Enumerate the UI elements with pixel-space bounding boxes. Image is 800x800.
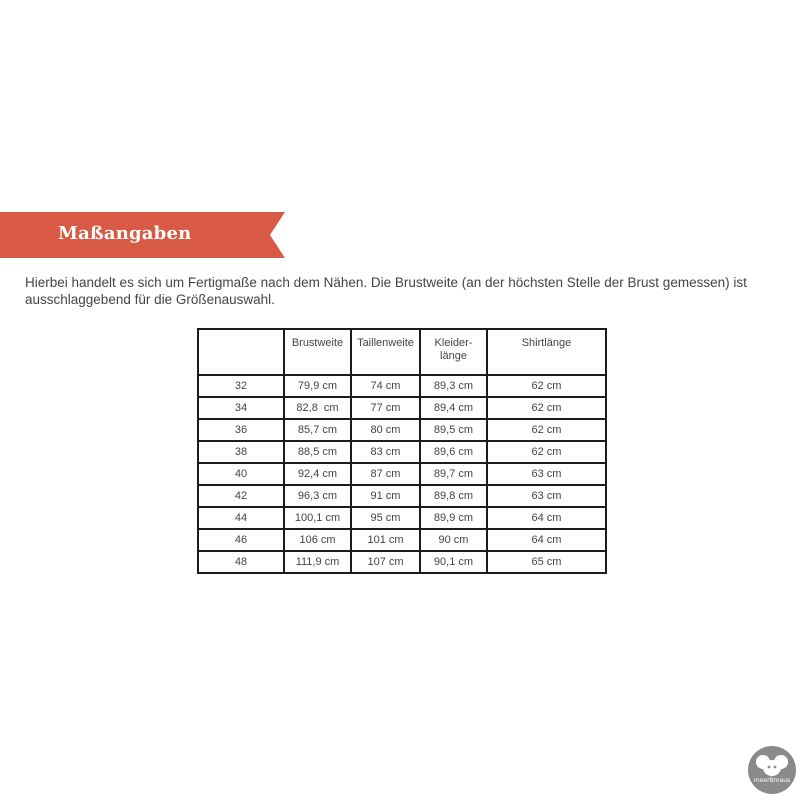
cell-kleiderlaenge: 89,3 cm xyxy=(420,375,487,397)
cell-size: 32 xyxy=(198,375,284,397)
cell-size: 38 xyxy=(198,441,284,463)
cell-kleiderlaenge: 89,6 cm xyxy=(420,441,487,463)
header-size xyxy=(198,329,284,375)
cell-taillenweite: 95 cm xyxy=(351,507,420,529)
cell-kleiderlaenge: 89,7 cm xyxy=(420,463,487,485)
cell-taillenweite: 107 cm xyxy=(351,551,420,573)
intro-text: Hierbei handelt es sich um Fertigmaße nach dem Nähen. Die Brustweite (an der höchsten Stelle der Brust gemessen) ist ausschlaggebend für die Größenauswahl. xyxy=(25,275,747,307)
cell-taillenweite: 80 cm xyxy=(351,419,420,441)
cell-shirtlaenge: 64 cm xyxy=(487,507,606,529)
cell-shirtlaenge: 62 cm xyxy=(487,419,606,441)
table-row xyxy=(198,485,606,507)
table-row xyxy=(198,551,606,573)
cell-taillenweite: 101 cm xyxy=(351,529,420,551)
table-row xyxy=(198,419,606,441)
cell-brustweite: 88,5 cm xyxy=(284,441,351,463)
cell-shirtlaenge: 63 cm xyxy=(487,463,606,485)
cell-shirtlaenge: 62 cm xyxy=(487,375,606,397)
header-brustweite: Brustweite xyxy=(284,329,351,375)
cell-size: 40 xyxy=(198,463,284,485)
section-banner xyxy=(0,212,285,258)
cell-brustweite: 92,4 cm xyxy=(284,463,351,485)
cell-size: 42 xyxy=(198,485,284,507)
cell-taillenweite: 83 cm xyxy=(351,441,420,463)
table-row xyxy=(198,507,606,529)
cell-brustweite: 85,7 cm xyxy=(284,419,351,441)
table-row xyxy=(198,441,606,463)
cell-brustweite: 106 cm xyxy=(284,529,351,551)
cell-shirtlaenge: 62 cm xyxy=(487,397,606,419)
cell-shirtlaenge: 65 cm xyxy=(487,551,606,573)
cell-size: 48 xyxy=(198,551,284,573)
cell-shirtlaenge: 62 cm xyxy=(487,441,606,463)
cell-size: 44 xyxy=(198,507,284,529)
header-taillenweite: Taillenweite xyxy=(351,329,420,375)
mouse-icon xyxy=(748,746,796,794)
cell-brustweite: 111,9 cm xyxy=(284,551,351,573)
table-row xyxy=(198,463,606,485)
cell-kleiderlaenge: 89,4 cm xyxy=(420,397,487,419)
header-shirtlaenge: Shirtlänge xyxy=(487,329,606,375)
cell-kleiderlaenge: 89,9 cm xyxy=(420,507,487,529)
section-title: Maßangaben xyxy=(58,223,192,244)
size-table xyxy=(197,328,607,574)
cell-taillenweite: 91 cm xyxy=(351,485,420,507)
cell-brustweite: 100,1 cm xyxy=(284,507,351,529)
cell-brustweite: 96,3 cm xyxy=(284,485,351,507)
cell-shirtlaenge: 63 cm xyxy=(487,485,606,507)
cell-kleiderlaenge: 89,8 cm xyxy=(420,485,487,507)
cell-taillenweite: 87 cm xyxy=(351,463,420,485)
table-row xyxy=(198,375,606,397)
cell-size: 46 xyxy=(198,529,284,551)
cell-kleiderlaenge: 90 cm xyxy=(420,529,487,551)
cell-size: 34 xyxy=(198,397,284,419)
cell-brustweite: 79,9 cm xyxy=(284,375,351,397)
cell-kleiderlaenge: 90,1 cm xyxy=(420,551,487,573)
cell-brustweite: 82,8 cm xyxy=(284,397,351,419)
cell-shirtlaenge: 64 cm xyxy=(487,529,606,551)
cell-kleiderlaenge: 89,5 cm xyxy=(420,419,487,441)
cell-size: 36 xyxy=(198,419,284,441)
brand-logo xyxy=(748,746,796,794)
cell-taillenweite: 77 cm xyxy=(351,397,420,419)
logo-text: meerBmaus xyxy=(753,777,791,784)
cell-taillenweite: 74 cm xyxy=(351,375,420,397)
table-row xyxy=(198,529,606,551)
header-kleiderlaenge: Kleider- länge xyxy=(420,329,487,375)
table-row xyxy=(198,397,606,419)
table-header-row xyxy=(198,329,606,375)
